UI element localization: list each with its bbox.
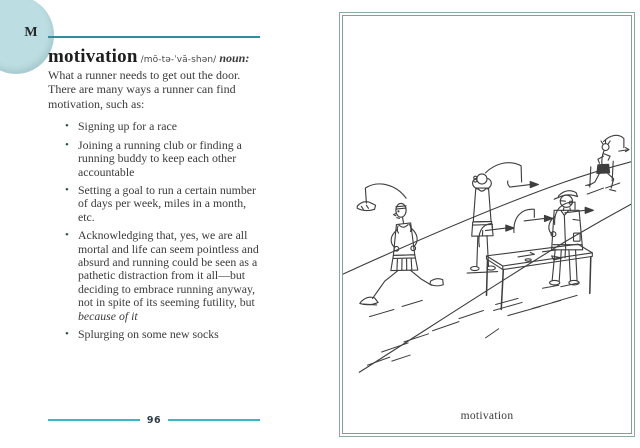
bullet-icon: • — [65, 138, 69, 151]
back-leg — [410, 270, 431, 285]
supply-table — [486, 244, 592, 315]
head-pole — [604, 135, 624, 147]
glasses — [560, 201, 565, 202]
list-item — [65, 120, 260, 133]
front-shoe — [360, 297, 378, 305]
tab-letter: M — [24, 25, 38, 40]
list-item-text: Joining a running club or finding a running buddy to keep each other accountable — [78, 137, 242, 179]
definition-intro: What a runner needs to get out the door. There are many ways a runner can find motivation, such as: — [48, 67, 241, 111]
nose — [394, 213, 397, 215]
headword: motivation — [48, 46, 138, 67]
bullet-icon: • — [65, 229, 69, 242]
footer-rule-left — [48, 419, 140, 421]
race-official — [542, 191, 582, 289]
head-pole — [485, 163, 521, 182]
back-shoe — [430, 279, 443, 286]
motivation-list — [48, 120, 260, 341]
torso — [473, 188, 491, 222]
front-leg — [373, 271, 398, 299]
alphabet-tab-m — [0, 0, 54, 74]
striped-shorts — [391, 255, 418, 271]
part-of-speech: noun: — [219, 51, 250, 65]
list-item-text: Acknowledging that, yes, we are all mortal and life can seem pointless and absurd and running could be seen as a pathetic distraction from it all—but deciding to embrace running anyway, not in spite of its seeming futility, but — [78, 228, 259, 310]
entry-paragraph — [48, 46, 260, 111]
list-item — [65, 328, 260, 341]
page-footer — [48, 413, 260, 427]
trousers — [552, 250, 577, 281]
list-item-italic: because of it — [78, 308, 138, 323]
binoculars-spectator — [467, 163, 538, 273]
page-number: 96 — [146, 414, 162, 426]
entry-column — [48, 36, 260, 346]
head-pole — [365, 184, 406, 203]
list-item — [65, 184, 260, 224]
footer-rule-right — [168, 419, 260, 421]
headband — [396, 206, 406, 209]
right-page-frame-inner — [342, 15, 632, 434]
flat-cap — [554, 191, 577, 200]
runner-distant — [586, 135, 629, 191]
dangling-arrow-head — [530, 181, 538, 187]
list-item-text: Setting a goal to run a certain number of days per week, miles in a month, etc. — [78, 183, 256, 224]
pronunciation: /mō-tə-ˈvā-shən/ — [140, 55, 217, 65]
arms — [598, 154, 610, 164]
shorts — [597, 164, 610, 173]
list-item — [65, 139, 260, 179]
right-page-frame — [339, 12, 635, 437]
list-item-text: Signing up for a race — [78, 119, 177, 134]
arrow-rigs — [479, 202, 593, 247]
illustration-cartoon — [343, 16, 631, 433]
runner-foreground — [357, 184, 443, 305]
bullet-icon: • — [65, 328, 69, 341]
bullet-icon: • — [65, 184, 69, 196]
mouth — [397, 218, 400, 219]
dangling-arrow-shaft — [508, 181, 531, 187]
headword-rule — [48, 36, 260, 38]
illustration-caption: motivation — [460, 410, 514, 422]
table-shadow — [494, 295, 577, 315]
list-item-text: Splurging on some new socks — [78, 327, 219, 342]
legs — [589, 173, 614, 188]
bullet-icon: • — [65, 120, 69, 133]
list-item — [65, 229, 260, 323]
